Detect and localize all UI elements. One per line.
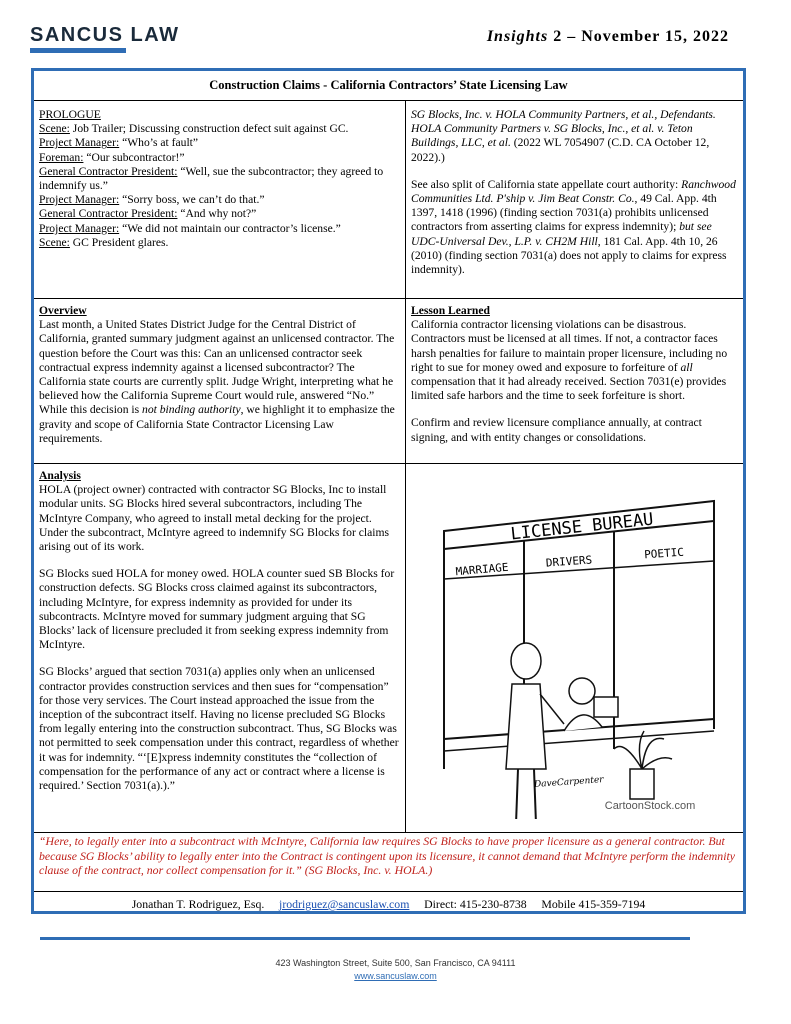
plant-pot [630,769,654,799]
prologue-line: General Contractor President: “Well, sue the subcontractor; they agreed to indemnify us.” [39,164,384,193]
counter-edge [444,731,714,751]
row-divider [34,891,743,892]
footer-divider [40,937,690,940]
window-label: POETIC [643,545,685,562]
citation-section [406,104,743,281]
cartoon-credit: CartoonStock.com [604,800,696,812]
insights-label: Insights [486,28,549,45]
window-label: MARRIAGE [455,560,510,579]
row-divider [34,463,743,464]
website-link[interactable]: www.sancuslaw.com [354,971,437,981]
prologue-line: Scene: Job Trailer; Discussing construction defect suit against GC. [39,122,349,136]
issue-date: 2 – November 15, 2022 [548,28,729,45]
newsletter-issue-title [487,28,729,46]
analysis-paragraph: SG Blocks sued HOLA for money owed. HOLA counter sued SB Blocks for construction defects. SG Blocks cross claimed against its subcontractors, including McIntyre, for express indemnity as provided for under its subcontracts. McIntyre moved for summary judgment arguing that SG Blocks’ lack of licensure precluded it from seeking express indemnity from McIntyre. [39,567,395,652]
artist-signature: DaveCarpenter [533,775,604,790]
prologue-heading: PROLOGUE [39,108,101,121]
row-divider [34,832,743,833]
case-citation: SG Blocks, Inc. v. HOLA Community Partners, et al., Defendants. HOLA Community Partners v. SG Blocks, Inc., et al. v. Teton Buildings, LLC, et al. (2022 WL 7054907 (C.D. CA October 12, 2022).) [411,108,716,164]
contact-name: Jonathan T. Rodriguez, Esq. [131,897,265,911]
man-legs [516,769,536,819]
prologue-line: Project Manager: “Who’s at fault” [39,136,199,150]
contact-direct: Direct: 415-230-8738 [424,897,527,911]
man-coat [506,684,546,769]
firm-logo: SANCUS LAW [30,24,180,46]
row-divider [34,298,743,299]
prologue-line: Scene: GC President glares. [39,235,169,249]
clerk-monitor [594,697,618,717]
contact-row [34,897,743,911]
lesson-heading: Lesson Learned [411,304,490,317]
lesson-body: California contractor licensing violations can be disastrous. Contractors must be licensed at all times. If not, a contractor faces harsh penalties for failure to maintain proper licensure, including no right to sue for money owed and exposure to forfeiture of all compensation that it had already received. Section 7031(e) provides limited safe harbors and the time to seek forfeiture is short. [411,318,728,403]
article-frame [31,68,746,914]
window-label: DRIVERS [545,553,593,570]
lesson-body-2: Confirm and review licensure compliance annually, at contract signing, and with entity changes or consolidations. [411,416,702,444]
lesson-section [406,300,743,449]
man-arm [540,694,564,724]
cartoon-illustration [414,469,738,819]
logo-underline [30,48,126,53]
analysis-section [34,465,405,797]
contact-email-link[interactable]: jrodriguez@sancuslaw.com [279,897,410,911]
sign-text: LICENSE BUREAU [509,509,655,545]
analysis-paragraph: HOLA (project owner) contracted with contractor SG Blocks, Inc to install modular units. SG Blocks hired several subcontractors, including The McIntyre Company, who agreed to install metal decking for the project. Under the subcontract, McIntyre agreed to indemnify SG Blocks for claims arising out of its work. [39,483,389,554]
prologue-section [34,104,405,254]
prologue-line: Foreman: “Our subcontractor!” [39,150,185,164]
analysis-heading: Analysis [39,469,81,482]
prologue-line: Project Manager: “We did not maintain our contractor’s license.” [39,221,341,235]
pull-quote: “Here, to legally enter into a subcontract with McIntyre, California law requires SG Blocks to have proper licensure as a general contractor. But because SG Blocks’ ability to legally enter into the Contract is contingent upon its licensure, it cannot demand that McIntyre perform the indemnity clause of the contract, nor collect compensation for it.” (SG Blocks, Inc. v. HOLA.) [39,834,735,877]
prologue-line: General Contractor President: “And why not?” [39,207,257,221]
firm-address: 423 Washington Street, Suite 500, San Francisco, CA 94111 [275,958,516,968]
overview-section [34,300,405,450]
man-head [511,643,541,679]
article-title: Construction Claims - California Contractors’ State Licensing Law [34,71,743,101]
overview-body: Last month, a United States District Judge for the Central District of California, granted summary judgment against an unlicensed contractor. The question before the Court was this: Can an unlicensed contractor seek contractual express indemnity against a licensed subcontractor? The California state courts are currently split. Judge Wright, interpreting what he believed how the California Supreme Court would rule, answered “No.” While this decision is not binding authority, we highlight it to emphasize the gravity and scope of California State Contractor Licensing Law requirements. [39,318,395,445]
contact-mobile: Mobile 415-359-7194 [541,897,646,911]
split-authority: See also split of California state appellate court authority: Ranchwood Communities Ltd. P'ship v. Jim Beat Constr. Co., 49 Cal. App. 4th 1397, 1418 (1996) (finding section 7031(a) prohibits unlicensed contractors from asserting claims for express indemnity); but see UDC-Universal Dev., L.P. v. CH2M Hill, 181 Cal. App. 4th 10, 26 (2010) (finding section 7031(a) does not apply to claims for express indemnity). [411,177,736,277]
prologue-line: Project Manager: “Sorry boss, we can’t do that.” [39,193,265,207]
overview-heading: Overview [39,304,87,317]
analysis-paragraph: SG Blocks’ argued that section 7031(a) applies only when an unlicensed contractor provides construction services and then sues for “compensation” for those very services. The Court instead approached the issue from the inception of the subcontract itself. Having no license precluded SG Blocks from legally entering into the construction subcontract. Thus, SG Blocks was not permitted to seek compensation under this contract, regardless of whether it was for indemnity. “‘[E]xpress indemnity constitutes the “collection of compensation for the performance of any act or contract where a license is required.’ Section 7031(a).).” [39,665,399,793]
clerk-head [569,678,595,704]
